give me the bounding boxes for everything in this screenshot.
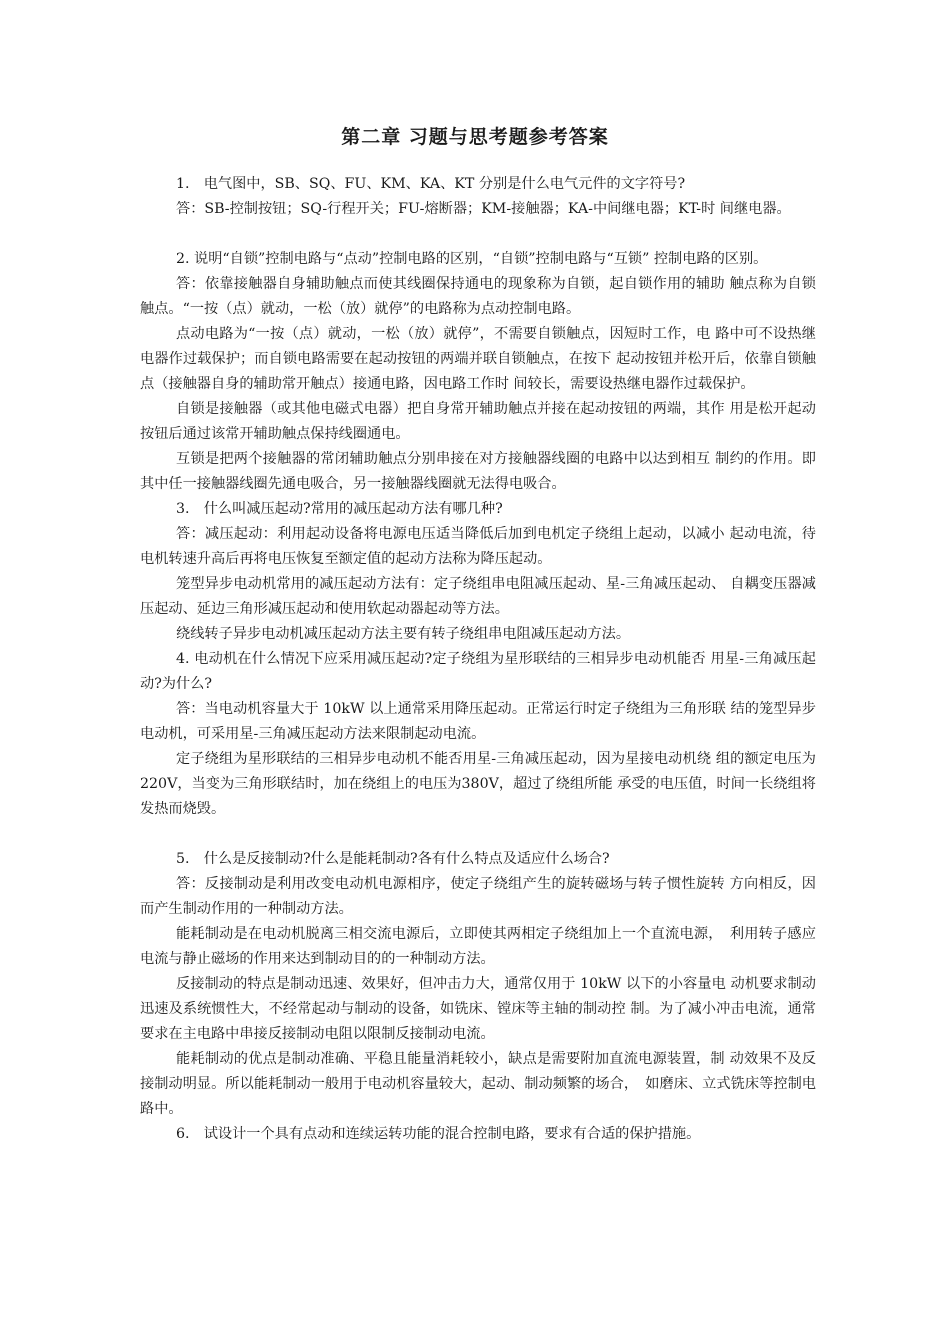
page-title: 第二章 习题与思考题参考答案 xyxy=(341,126,609,148)
question-4: 4. 电动机在什么情况下应采用减压起动?定子绕组为星形联结的三相异步电动机能否 用星-三角减压起动?为什么? xyxy=(140,651,816,692)
answer-2-part-2: 点动电路为“一按（点）就动，一松（放）就停”，不需要自锁触点，因短时工作，电 路中可不设热继电器作过载保护；而自锁电路需要在起动按钮的两端并联自锁触点，在按下 起动按钮并松开后，依靠自锁触点（接触器自身的辅助常开触点）接通电路，因电路工作时 间较长，需要设热继电器作过载保护。 xyxy=(140,326,816,392)
document-body xyxy=(140,172,816,1147)
question-2: 2. 说明“自锁”控制电路与“点动”控制电路的区别，“自锁”控制电路与“互锁” 控制电路的区别。 xyxy=(176,251,768,267)
answer-2-part-4: 互锁是把两个接触器的常闭辅助触点分别串接在对方接触器线圈的电路中以达到相互 制约的作用。即其中任一接触器线圈先通电吸合，另一接触器线圈就无法得电吸合。 xyxy=(140,451,816,492)
answer-5-part-4: 能耗制动的优点是制动准确、平稳且能量消耗较小，缺点是需要附加直流电源装置，制 动效果不及反接制动明显。所以能耗制动一般用于电动机容量较大，起动、制动频繁的场合， 如磨床、立式铣床等控制电路中。 xyxy=(140,1051,816,1117)
answer-3-part-2: 笼型异步电动机常用的减压起动方法有：定子绕组串电阻减压起动、星-三角减压起动、 自耦变压器减压起动、延边三角形减压起动和使用软起动器起动等方法。 xyxy=(140,576,816,617)
question-1: 1. 电气图中，SB、SQ、FU、KM、KA、KT 分别是什么电气元件的文字符号? xyxy=(176,176,686,192)
answer-2-part-1: 答：依靠接触器自身辅助触点而使其线圈保持通电的现象称为自锁，起自锁作用的辅助 触点称为自锁触点。“一按（点）就动，一松（放）就停”的电路称为点动控制电路。 xyxy=(140,276,816,317)
answer-5-part-2: 能耗制动是在电动机脱离三相交流电源后，立即使其两相定子绕组加上一个直流电源， 利用转子感应电流与静止磁场的作用来达到制动目的的一种制动方法。 xyxy=(140,926,816,967)
question-3: 3. 什么叫减压起动?常用的减压起动方法有哪几种? xyxy=(176,501,503,517)
question-6: 6. 试设计一个具有点动和连续运转功能的混合控制电路，要求有合适的保护措施。 xyxy=(176,1126,701,1142)
answer-3-part-1: 答：减压起动：利用起动设备将电源电压适当降低后加到电机定子绕组上起动，以减小 起动电流，待电机转速升高后再将电压恢复至额定值的起动方法称为降压起动。 xyxy=(140,526,816,567)
answer-4-part-2: 定子绕组为星形联结的三相异步电动机不能否用星-三角减压起动，因为星接电动机绕 组的额定电压为220V，当变为三角形联结时，加在绕组上的电压为380V，超过了绕组所能 承受的电压值，时间一长绕组将发热而烧毁。 xyxy=(140,751,816,817)
answer-1: 答：SB-控制按钮；SQ-行程开关；FU-熔断器；KM-接触器；KA-中间继电器；KT-时 间继电器。 xyxy=(176,201,791,217)
spacer xyxy=(140,822,816,847)
answer-5-part-1: 答：反接制动是利用改变电动机电源相序，使定子绕组产生的旋转磁场与转子惯性旋转 方向相反，因而产生制动作用的一种制动方法。 xyxy=(140,876,816,917)
answer-5-part-3: 反接制动的特点是制动迅速、效果好，但冲击力大，通常仅用于 10kW 以下的小容量电 动机要求制动迅速及系统惯性大，不经常起动与制动的设备，如铣床、镗床等主轴的制动控 制。为了减小冲击电流，通常要求在主电路中串接反接制动电阻以限制反接制动电流。 xyxy=(140,976,816,1042)
answer-4-part-1: 答：当电动机容量大于 10kW 以上通常采用降压起动。正常运行时定子绕组为三角形联 结的笼型异步电动机，可采用星-三角减压起动方法来限制起动电流。 xyxy=(140,701,816,742)
answer-2-part-3: 自锁是接触器（或其他电磁式电器）把自身常开辅助触点并接在起动按钮的两端，其作 用是松开起动按钮后通过该常开辅助触点保持线圈通电。 xyxy=(140,401,816,442)
answer-3-part-3: 绕线转子异步电动机减压起动方法主要有转子绕组串电阻减压起动方法。 xyxy=(176,626,631,642)
spacer xyxy=(140,222,816,247)
question-5: 5. 什么是反接制动?什么是能耗制动?各有什么特点及适应什么场合? xyxy=(176,851,610,867)
